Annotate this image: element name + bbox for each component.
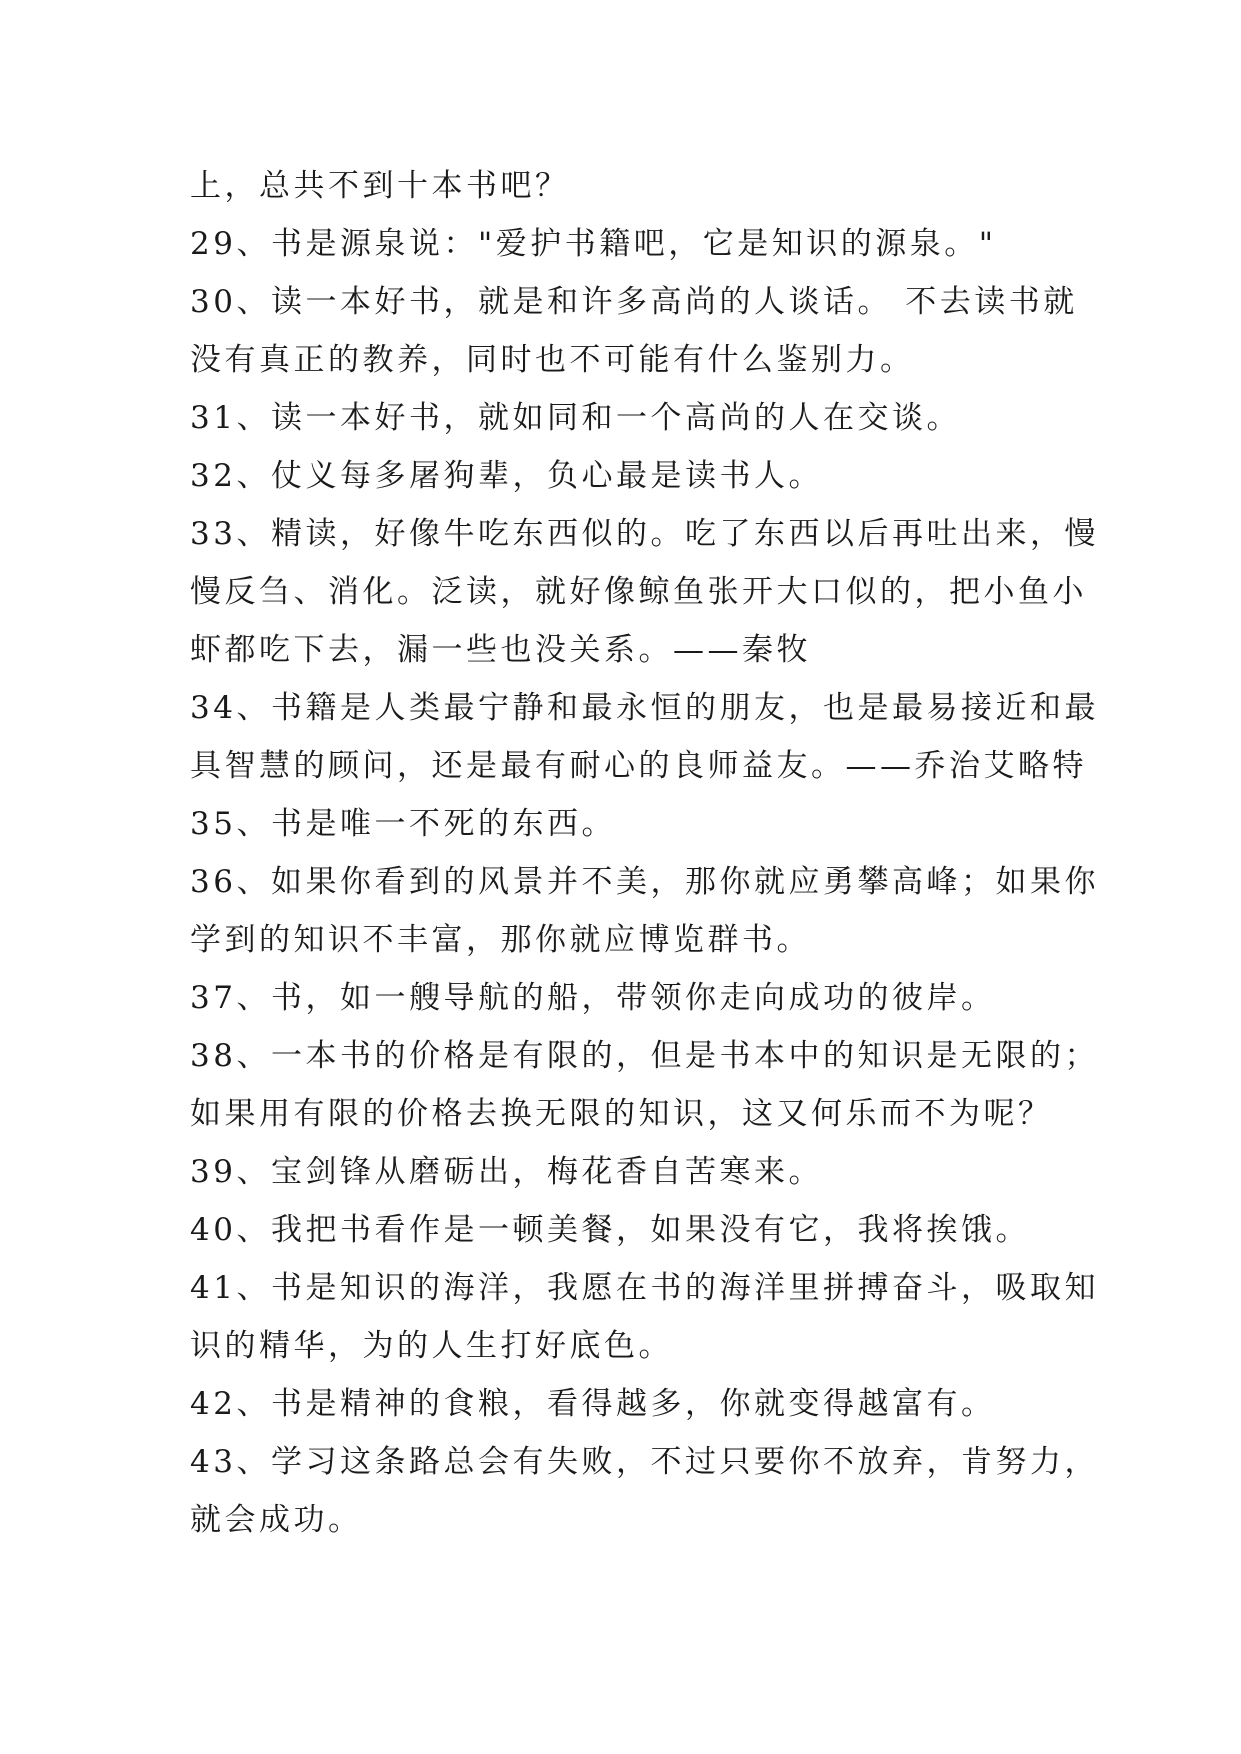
document-body — [190, 157, 1099, 1549]
text-line: 31、读一本好书，就如同和一个高尚的人在交谈。 — [190, 400, 961, 436]
text-line: 30、读一本好书，就是和许多高尚的人谈话。 不去读书就 — [190, 284, 1078, 320]
text-line: 42、书是精神的食粮，看得越多，你就变得越富有。 — [190, 1386, 996, 1422]
text-line: 慢反刍、消化。泛读，就好像鲸鱼张开大口似的，把小鱼小 — [190, 574, 1087, 610]
text-line: 37、书，如一艘导航的船，带领你走向成功的彼岸。 — [190, 980, 996, 1016]
text-line: 识的精华，为的人生打好底色。 — [190, 1328, 673, 1364]
text-line: 虾都吃下去，漏一些也没关系。——秦牧 — [190, 632, 811, 668]
text-line: 34、书籍是人类最宁静和最永恒的朋友，也是最易接近和最 — [190, 690, 1099, 726]
text-line: 41、书是知识的海洋，我愿在书的海洋里拼搏奋斗，吸取知 — [190, 1270, 1099, 1306]
text-line: 29、书是源泉说："爱护书籍吧，它是知识的源泉。" — [190, 226, 997, 262]
text-line: 上，总共不到十本书吧？ — [190, 168, 570, 204]
text-line: 就会成功。 — [190, 1502, 363, 1538]
text-line: 学到的知识不丰富，那你就应博览群书。 — [190, 922, 811, 958]
text-line: 43、学习这条路总会有失败，不过只要你不放弃，肯努力， — [190, 1444, 1099, 1480]
text-line: 33、精读，好像牛吃东西似的。吃了东西以后再吐出来，慢 — [190, 516, 1099, 552]
text-line: 32、仗义每多屠狗辈，负心最是读书人。 — [190, 458, 823, 494]
text-line: 如果用有限的价格去换无限的知识，这又何乐而不为呢？ — [190, 1096, 1053, 1132]
text-line: 35、书是唯一不死的东西。 — [190, 806, 616, 842]
text-line: 没有真正的教养，同时也不可能有什么鉴别力。 — [190, 342, 915, 378]
text-line: 38、一本书的价格是有限的，但是书本中的知识是无限的； — [190, 1038, 1099, 1074]
text-line: 40、我把书看作是一顿美餐，如果没有它，我将挨饿。 — [190, 1212, 1030, 1248]
text-line: 36、如果你看到的风景并不美，那你就应勇攀高峰；如果你 — [190, 864, 1099, 900]
text-line: 39、宝剑锋从磨砺出，梅花香自苦寒来。 — [190, 1154, 823, 1190]
text-line: 具智慧的顾问，还是最有耐心的良师益友。——乔治艾略特 — [190, 748, 1087, 784]
